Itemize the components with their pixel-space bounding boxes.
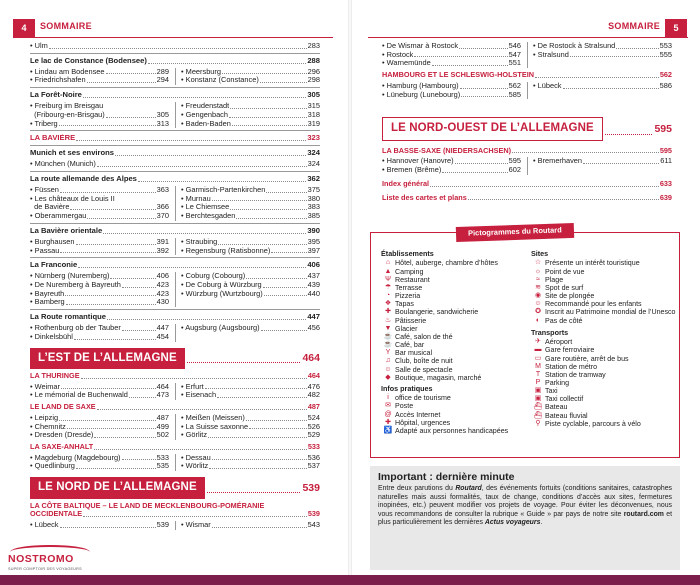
legend-item-label: Gare routière, arrêt de bus [545,354,629,363]
legend-pictogram-icon: ≈ [536,275,540,283]
toc-entry[interactable]: • Lübeck 539 [30,519,169,529]
toc-entry[interactable]: • Wismar 543 [181,519,320,529]
legend-item [531,371,676,379]
legend-item [381,317,521,325]
pictogram-legend-title: Pictogrammes du Routard [456,223,574,242]
toc-subregion[interactable]: LA THURINGE 464 [30,371,320,381]
legend-item-label: Adapté aux personnes handicapées [395,426,509,435]
toc-entry[interactable]: • De Rostock à Stralsund 553 [533,41,672,50]
legend-item-label: Café, bar [395,341,425,350]
legend-item-label: Piste cyclable, parcours à vélo [545,419,641,428]
legend-pictogram-icon: ▲ [384,267,392,275]
legend-item [381,374,521,382]
toc-entry[interactable]: • Friedrichshafen 294 [30,75,169,85]
toc-region[interactable]: La Franconie 406 [30,257,320,270]
legend-item-label: Inscrit au Patrimoine mondial de l’Unesco [545,308,676,317]
toc-entry[interactable]: • Konstanz (Constance) 298 [181,75,320,85]
toc-columns [30,102,320,128]
legend-item-label: Bateau [545,403,568,412]
right-page [350,0,700,585]
toc-entry[interactable]: • Stralsund 555 [533,49,672,59]
toc-entry[interactable]: • Freiburg im Breisgau [30,102,104,111]
legend-pictogram-icon: ⌂ [385,259,391,267]
toc-entry[interactable]: • Magdeburg (Magdebourg) 533 [30,452,169,462]
left-page-number: 4 [13,19,35,37]
toc-entry[interactable]: • Dessau 536 [181,452,320,462]
left-header-rule [13,37,333,38]
toc-entry[interactable]: • Les châteaux de Louis II [30,194,115,203]
toc-entry[interactable]: • Le Chiemsee 383 [181,202,320,212]
pictogram-legend [370,225,680,458]
legend-item [531,292,676,300]
legend-heading: Transports [531,327,569,337]
legend-pictogram-icon: ♫ [385,357,391,365]
toc-entry[interactable]: • Baden-Baden 319 [181,118,320,128]
legend-item [531,395,676,403]
legend-item [381,411,521,419]
logo-name: NOSTROMO [8,553,74,565]
nostromo-logo [2,545,94,579]
right-header-rule [368,37,688,38]
chapter-nord-ouest[interactable]: LE NORD-OUEST DE L’ALLEMAGNE 595 [382,117,672,141]
legend-item [531,268,676,276]
legend-pictogram-icon: ✚ [385,418,391,426]
toc-subregion-title: LA CÔTE BALTIQUE – LE LAND DE MECKLENBOURG-POMÉRANIE [30,500,265,510]
toc-columns [30,68,320,85]
legend-pictogram-icon: ♿ [383,426,393,434]
toc-region[interactable]: La Forêt-Noire 305 [30,87,320,100]
toc-entry[interactable]: • Quedlinburg 535 [30,461,169,471]
legend-item [531,284,676,292]
legend-pictogram-icon: ☺ [384,365,392,373]
legend-item [531,276,676,284]
toc-entry[interactable]: • Regensburg (Ratisbonne) 397 [181,245,320,255]
toc-entry[interactable]: • La Suisse saxonne 526 [181,421,320,431]
legend-pictogram-icon: ✪ [535,308,541,316]
toc-entry[interactable]: • Bremen (Brême) 602 [382,165,521,175]
legend-item-label: Station de tramway [545,370,606,379]
legend-item-label: Station de métro [545,362,598,371]
toc-entry[interactable]: • Berchtesgaden 385 [181,211,320,221]
legend-item-label: Restaurant [395,275,430,284]
legend-pictogram-icon: ☺ [534,300,542,308]
toc-entry[interactable]: • Gengenbach 318 [181,109,320,119]
toc-entry[interactable]: • Coburg (Cobourg) 437 [181,271,320,281]
legend-item-label: Club, boîte de nuit [395,357,453,366]
legend-pictogram-icon: ▼ [384,324,392,332]
legend-item-label: Hôpital, urgences [395,418,451,427]
legend-pictogram-icon: Ψ [385,275,391,283]
toc-columns [382,82,672,99]
toc-entry[interactable]: • Leipzig 487 [30,412,169,422]
toc-entry[interactable]: • Straubing 395 [181,236,320,246]
legend-item-label: Pas de côté [545,316,583,325]
toc-entry[interactable]: • Bayreuth 423 [30,288,169,298]
toc-columns [30,521,320,530]
legend-pictogram-icon: @ [384,410,392,418]
toc-entry[interactable]: • Oberammergau 370 [30,211,169,221]
toc-columns [382,42,672,68]
chapter-est[interactable]: L’EST DE L’ALLEMAGNE 464 [30,348,320,370]
legend-item [381,259,521,267]
toc-columns [30,238,320,255]
legend-item-label: Terrasse [395,283,423,292]
toc-entry[interactable]: • De Coburg à Würzburg 439 [181,279,320,289]
legend-item-label: Présente un intérêt touristique [545,259,640,268]
left-toc [30,42,320,531]
legend-pictogram-icon: i [387,394,389,402]
legend-pictogram-icon: ▬ [534,346,542,354]
legend-item [381,333,521,341]
legend-item-label: Hôtel, auberge, chambre d’hôtes [395,259,498,268]
legend-item [531,379,676,387]
toc-entry[interactable]: • Erfurt 476 [181,381,320,391]
toc-entry[interactable]: • Freudenstadt 315 [181,101,320,111]
legend-item [381,325,521,333]
toc-columns [30,414,320,440]
toc-entry[interactable]: • München (Munich) 324 [30,159,320,169]
routard-link[interactable]: routard.com [623,510,664,518]
legend-pictogram-icon: ≋ [535,283,541,291]
toc-entry[interactable]: • Ulm 283 [30,41,320,50]
legend-item-label: Bar musical [395,349,433,358]
toc-entry[interactable]: • Lindau am Bodensee 289 [30,66,169,76]
legend-heading: Établissements [381,249,434,258]
legend-item [381,308,521,316]
toc-entry[interactable]: • Warnemünde 551 [382,58,521,68]
toc-entry[interactable]: • Triberg 313 [30,118,169,128]
logo-tagline: SUPER COMPTOIR DES VOYAGEURS [8,567,82,571]
toc-entry[interactable]: • Lüneburg (Lunebourg) 585 [382,89,521,99]
important-body: Entre deux parutions du Routard, des événements fortuits (conditions sanitaires, catastrophes naturelles mais aussi formalités, taux de change, conditions d’accès aux sites, fermetures inopinées, etc.) peuvent modifier vos projets de voyage. Pour éviter les déconvenues, nous vous recommandons de consulter la rubrique « Guide » par pays de notre site routard.com et plus particulièrement les dernières Actus voyageurs. [378,485,672,527]
legend-item [381,357,521,365]
toc-region[interactable]: La Bavière orientale 390 [30,223,320,236]
legend-item-label: Plage [545,275,564,284]
legend-pictogram-icon: ⛴ [533,403,543,411]
legend-item [531,259,676,267]
toc-columns [30,324,320,341]
legend-item [381,268,521,276]
legend-item [381,276,521,284]
left-running-head: SOMMAIRE [40,21,92,31]
toc-maps-list[interactable]: Liste des cartes et plans 639 [382,192,672,202]
legend-item-label: Salle de spectacle [395,365,453,374]
legend-pictogram-icon: M [535,362,541,370]
toc-entry[interactable]: • Murnau 380 [181,193,320,203]
legend-item-label: Tapas [395,300,414,309]
legend-item-label: Camping [395,267,424,276]
legend-pictogram-icon: ☕ [383,332,393,340]
toc-columns [382,157,672,174]
legend-item-label: Spot de surf [545,283,584,292]
legend-item [381,402,521,410]
legend-pictogram-icon: ◐ [535,316,541,324]
toc-entry[interactable]: • Lübeck 586 [533,80,672,90]
legend-pictogram-icon: ❖ [384,300,392,308]
toc-entry[interactable]: • Bamberg 430 [30,297,169,307]
legend-pictogram-icon: ▣ [534,395,542,403]
toc-region[interactable]: La Route romantique 447 [30,309,320,322]
toc-entry[interactable]: • Weimar 464 [30,381,169,391]
important-notice [370,466,680,570]
right-toc [382,42,672,202]
legend-item [381,300,521,308]
toc-region[interactable]: Munich et ses environs 324 [30,145,320,158]
toc-entry[interactable]: • De Wismar à Rostock 546 [382,41,521,50]
legend-pictogram-icon: ☕ [383,341,393,349]
pictogram-column-right [531,249,676,428]
toc-entry[interactable]: de Bavière 366 [34,202,169,212]
legend-item-label: Parking [545,379,570,387]
toc-entry[interactable]: • Passau 392 [30,245,169,255]
legend-item-label: Aéroport [545,338,573,347]
legend-item [531,363,676,371]
legend-item [531,412,676,420]
legend-item-label: Taxi [545,387,558,396]
legend-item-label: Site de plongée [545,292,595,301]
legend-item [381,394,521,402]
legend-pictogram-icon: ☂ [384,283,392,291]
legend-pictogram-icon: ☆ [534,259,542,267]
legend-item-label: Boutique, magasin, marché [395,373,482,382]
legend-item-label: Gare ferroviaire [545,346,595,355]
legend-pictogram-icon: ▭ [534,354,542,362]
toc-entry[interactable]: • Hannover (Hanovre) 595 [382,156,521,166]
legend-pictogram-icon: ◔ [385,292,391,300]
toc-entry[interactable]: • Chemnitz 499 [30,421,169,431]
legend-pictogram-icon: ✉ [385,402,391,410]
legend-item [381,427,521,435]
legend-item-label: Boulangerie, sandwicherie [395,308,479,317]
toc-columns [30,272,320,307]
toc-entry[interactable]: • Augsburg (Augsbourg) 456 [181,323,320,333]
toc-entry[interactable]: • De Nuremberg à Bayreuth 423 [30,279,169,289]
legend-pictogram-icon: ⛴ [533,411,543,419]
legend-item-label: Pâtisserie [395,316,427,325]
toc-entry[interactable]: • Eisenach 482 [181,390,320,400]
toc-entry[interactable]: • Görlitz 529 [181,430,320,440]
toc-entry[interactable]: • Dinkelsbühl 454 [30,331,169,341]
legend-pictogram-icon: ◉ [534,292,542,300]
toc-subregion[interactable]: HAMBOURG ET LE SCHLESWIG-HOLSTEIN 562 [382,70,672,80]
legend-item [381,419,521,427]
legend-item [381,284,521,292]
legend-item-label: Point de vue [545,267,585,276]
toc-region[interactable]: La route allemande des Alpes 362 [30,171,320,184]
toc-entry[interactable]: (Fribourg-en-Brisgau) 305 [34,109,169,119]
toc-entry[interactable]: • Hamburg (Hambourg) 562 [382,80,521,90]
toc-entry[interactable]: • Meißen (Meissen) 524 [181,412,320,422]
legend-pictogram-icon: ✈ [535,338,541,346]
toc-entry[interactable]: • Nürnberg (Nuremberg) 406 [30,271,169,281]
legend-pictogram-icon: ⚲ [535,419,541,427]
legend-item-label: Taxi collectif [545,395,584,404]
toc-entry[interactable]: • Meersburg 296 [181,66,320,76]
legend-item [531,355,676,363]
toc-entry[interactable]: • Bremerhaven 611 [533,156,672,166]
legend-item-label: Glacier [395,324,418,333]
legend-item [531,338,676,346]
chapter-nord[interactable]: LE NORD DE L’ALLEMAGNE 539 [30,477,320,499]
legend-item [531,387,676,395]
legend-pictogram-icon: P [535,379,541,386]
toc-entry[interactable]: • Würzburg (Wurtzbourg) 440 [181,288,320,298]
toc-entry[interactable]: • Garmisch-Partenkirchen 375 [181,184,320,194]
legend-item-label: Bateau fluvial [545,411,588,420]
legend-item [381,292,521,300]
legend-item-label: Recommandé pour les enfants [545,300,642,309]
legend-item-label: Accès Internet [395,410,441,419]
toc-region[interactable]: Le lac de Constance (Bodensee) 288 [30,53,320,66]
legend-item [531,308,676,316]
legend-heading: Infos pratiques [381,383,433,393]
legend-pictogram-icon: Y [385,349,391,357]
toc-subregion[interactable]: OCCIDENTALE 539 [30,509,320,519]
bottom-color-stripe [0,575,700,585]
legend-item [381,341,521,349]
toc-subregion[interactable]: LE LAND DE SAXE 487 [30,402,320,412]
toc-entry[interactable]: • Wörlitz 537 [181,461,320,471]
toc-entry[interactable]: • Dresden (Dresde) 502 [30,430,169,440]
toc-columns [30,454,320,471]
important-title: Important : dernière minute [378,471,515,483]
legend-pictogram-icon: T [535,370,541,378]
toc-subregion[interactable]: LA SAXE-ANHALT 533 [30,442,320,452]
legend-heading: Sites [531,249,549,258]
legend-item-label: Café, salon de thé [395,332,453,341]
toc-subregion[interactable]: LA BASSE-SAXE (NIEDERSACHSEN) 595 [382,145,672,155]
toc-columns [30,383,320,400]
toc-entry[interactable]: • Rostock 547 [382,49,521,59]
legend-pictogram-icon: ▣ [534,387,542,395]
toc-entry[interactable]: • Rothenburg ob der Tauber 447 [30,323,169,333]
legend-item [531,346,676,354]
toc-entry[interactable]: • Le mémorial de Buchenwald 473 [30,390,169,400]
legend-item-label: Poste [395,402,414,411]
legend-pictogram-icon: ♨ [384,316,392,324]
legend-item-label: Pizzeria [395,292,421,301]
legend-item [381,366,521,374]
pictogram-column-left [381,249,521,435]
toc-entry[interactable]: • Füssen 363 [30,184,169,194]
toc-index[interactable]: Index général 633 [382,178,672,188]
legend-item-label: office de tourisme [395,394,451,403]
legend-pictogram-icon: ◆ [385,373,391,381]
right-page-number: 5 [665,19,687,37]
legend-pictogram-icon: ☼ [534,267,542,275]
legend-item [531,300,676,308]
legend-item [531,403,676,411]
legend-item [531,317,676,325]
right-running-head: SOMMAIRE [608,21,660,31]
legend-item [531,420,676,428]
legend-item [381,349,521,357]
toc-region[interactable]: LA BAVIÈRE 323 [30,130,320,143]
toc-columns [30,186,320,221]
legend-pictogram-icon: ✚ [385,308,391,316]
toc-entry[interactable]: • Burghausen 391 [30,236,169,246]
